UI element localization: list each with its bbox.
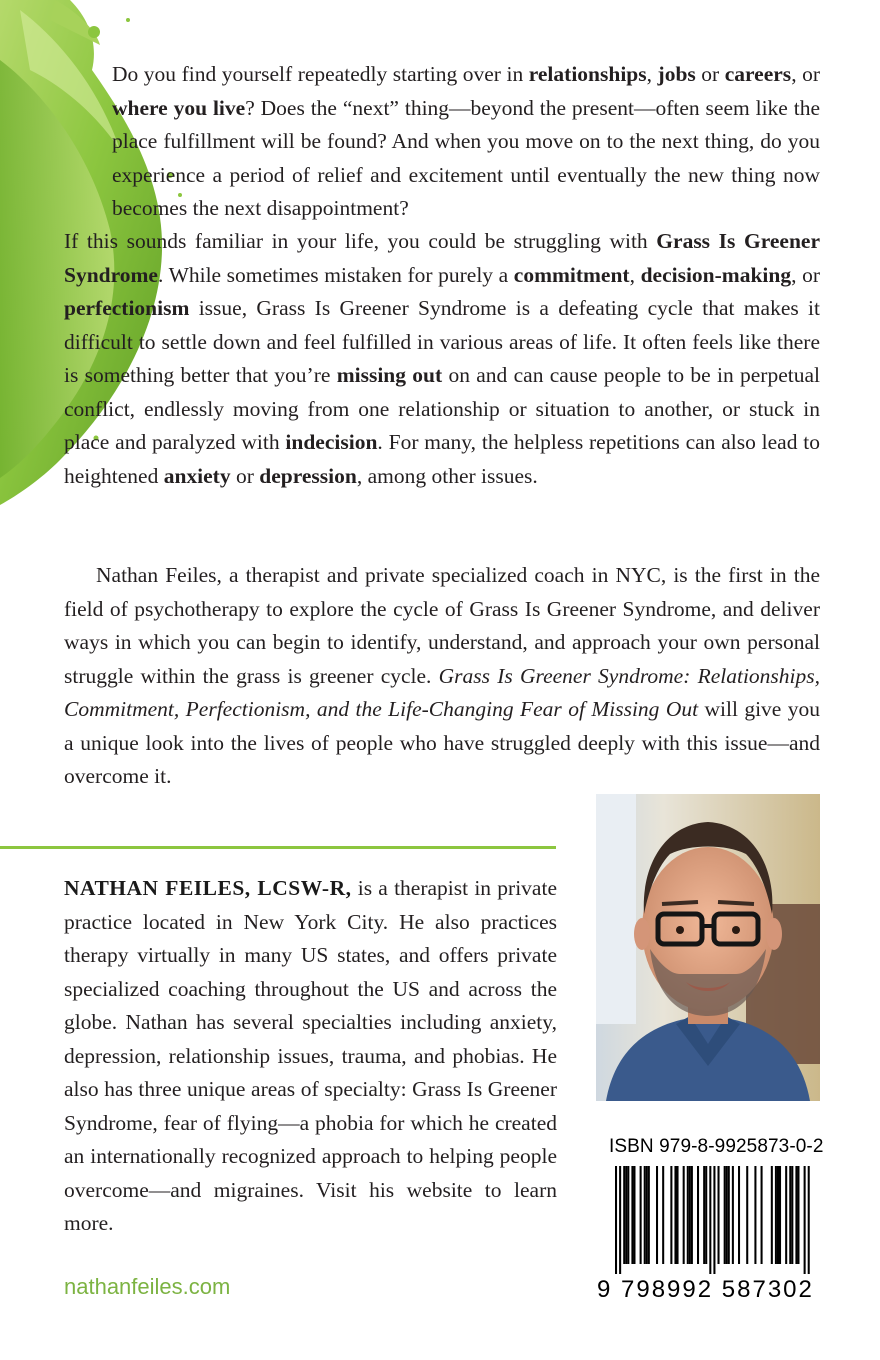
section-divider bbox=[0, 846, 556, 849]
text-segment: indecision bbox=[285, 430, 378, 454]
barcode-bar bbox=[709, 1166, 711, 1274]
text-segment: will give you a unique look into the lives of people who have struggled deeply with this issue—and overcome it. bbox=[64, 697, 821, 788]
text-segment: Nathan Feiles, a therapist and private specialized coach in NYC, is the first in the field of psychotherapy to explore the cycle of Grass Is Greener Syndrome, and deliver ways in which you can begin to identify, understand, and approach your own personal struggle within the grass is greener cycle. bbox=[64, 563, 820, 688]
barcode-bar bbox=[633, 1166, 635, 1264]
barcode-bar bbox=[625, 1166, 627, 1264]
barcode-bar bbox=[615, 1166, 617, 1274]
barcode-bar bbox=[761, 1166, 763, 1264]
barcode-bar bbox=[644, 1166, 646, 1264]
text-segment: . For many, the helpless repetitions can also lead to heightened bbox=[64, 430, 820, 488]
text-segment: Grass Is Greener Syndrome: Relationships, Commitment, Perfectionism, and the Life-Changing Fear of Missing Out bbox=[64, 663, 821, 721]
description-paragraph-3 bbox=[64, 559, 820, 794]
text-segment: or bbox=[695, 62, 725, 86]
text-segment: commitment bbox=[513, 262, 630, 287]
text-segment: . While sometimes mistaken for purely a bbox=[157, 262, 514, 287]
barcode-bar bbox=[804, 1166, 806, 1274]
barcode-bar bbox=[689, 1166, 691, 1264]
barcode-bar bbox=[713, 1166, 715, 1274]
barcode-bars bbox=[603, 1166, 815, 1274]
author-bio-text: is a therapist in private practice located in New York City. He also practices therapy virtually in many US states, and offers private specialized coaching throughout the US and across the globe. Nathan has several specialties including anxiety, depression, relationship issues, trauma, and phobias. He also has three unique areas of specialty: Grass Is Greener Syndrome, fear of flying—a phobia for which he created an internationally recognized approach to helping people overcome—and migraines. Visit his website to learn more. bbox=[64, 876, 557, 1235]
barcode-bar bbox=[648, 1166, 650, 1264]
barcode-bar bbox=[619, 1166, 621, 1274]
text-segment: perfectionism bbox=[64, 296, 190, 320]
barcode-bar bbox=[718, 1166, 720, 1264]
barcode-bar bbox=[677, 1166, 679, 1264]
barcode-bar bbox=[627, 1166, 629, 1264]
barcode-bar bbox=[728, 1166, 730, 1264]
barcode-bar bbox=[640, 1166, 642, 1264]
barcode-bar bbox=[754, 1166, 756, 1264]
barcode-bar bbox=[656, 1166, 658, 1264]
text-segment: , bbox=[629, 262, 641, 287]
author-bio bbox=[64, 872, 557, 1241]
barcode-bar bbox=[746, 1166, 748, 1264]
text-segment: issue, Grass Is Greener Syndrome is a defeating cycle that makes it difficult to settle down and feel fulfilled in various areas of life. It often feels like there is something better that you’re bbox=[64, 296, 820, 387]
barcode-bar bbox=[683, 1166, 685, 1264]
barcode-bar bbox=[791, 1166, 793, 1264]
text-segment: , among other issues. bbox=[356, 463, 538, 488]
barcode-bar bbox=[726, 1166, 728, 1264]
description-paragraph-1 bbox=[112, 58, 820, 226]
text-segment: , or bbox=[791, 62, 820, 86]
barcode-bar bbox=[775, 1166, 777, 1264]
barcode-bar bbox=[779, 1166, 781, 1264]
description-paragraph-2 bbox=[64, 225, 820, 493]
barcode-bar bbox=[797, 1166, 799, 1264]
barcode-bar bbox=[808, 1166, 810, 1274]
barcode-bar bbox=[691, 1166, 693, 1264]
barcode-bar bbox=[662, 1166, 664, 1264]
text-segment: , or bbox=[791, 262, 820, 287]
barcode-bar bbox=[674, 1166, 676, 1264]
text-segment: or bbox=[230, 463, 260, 488]
text-segment: , bbox=[646, 62, 658, 86]
barcode-bar bbox=[785, 1166, 787, 1264]
author-photo bbox=[596, 794, 820, 1101]
text-segment: anxiety bbox=[163, 463, 231, 488]
text-segment: decision-making bbox=[640, 262, 792, 287]
barcode-bar bbox=[697, 1166, 699, 1264]
barcode-bar bbox=[732, 1166, 734, 1264]
text-segment: depression bbox=[259, 463, 357, 488]
barcode-digits: 9 798992 587302 bbox=[597, 1276, 814, 1303]
text-segment: If this sounds familiar in your life, you could be struggling with bbox=[64, 229, 657, 253]
barcode-bar bbox=[771, 1166, 773, 1264]
text-segment: ? Does the “next” thing—beyond the present—often seem like the place fulfillment will be found? And when you move on to the next thing, do you experience a period of relief and excitement until eventually the new thing now becomes the next disappointment? bbox=[112, 95, 821, 220]
barcode-bar bbox=[738, 1166, 740, 1264]
barcode-bar bbox=[705, 1166, 707, 1264]
barcode-bar bbox=[623, 1166, 625, 1264]
text-segment: relationships bbox=[528, 62, 647, 86]
text-segment: careers bbox=[724, 62, 792, 86]
text-segment: Grass Is Greener Syndrome bbox=[64, 229, 820, 287]
author-website-link[interactable]: nathanfeiles.com bbox=[64, 1274, 231, 1299]
isbn-label: ISBN 979-8-9925873-0-2 bbox=[609, 1136, 824, 1157]
isbn-barcode bbox=[597, 1128, 824, 1306]
text-segment: missing out bbox=[336, 363, 443, 387]
barcode-bar bbox=[646, 1166, 648, 1264]
barcode-bar bbox=[789, 1166, 791, 1264]
text-segment: Do you find yourself repeatedly starting over in bbox=[112, 62, 529, 86]
barcode-bar bbox=[777, 1166, 779, 1264]
author-name: NATHAN FEILES, LCSW-R, bbox=[64, 876, 352, 900]
barcode-bar bbox=[724, 1166, 726, 1264]
text-segment: jobs bbox=[657, 62, 696, 86]
barcode-bar bbox=[795, 1166, 797, 1264]
barcode-bar bbox=[687, 1166, 689, 1264]
text-segment: on and can cause people to be in perpetual conflict, endlessly moving from one relationship or situation to another, or stuck in place and paralyzed with bbox=[64, 363, 820, 454]
barcode-bar bbox=[631, 1166, 633, 1264]
text-segment: where you live bbox=[112, 95, 246, 120]
barcode-bar bbox=[703, 1166, 705, 1264]
barcode-bar bbox=[670, 1166, 672, 1264]
